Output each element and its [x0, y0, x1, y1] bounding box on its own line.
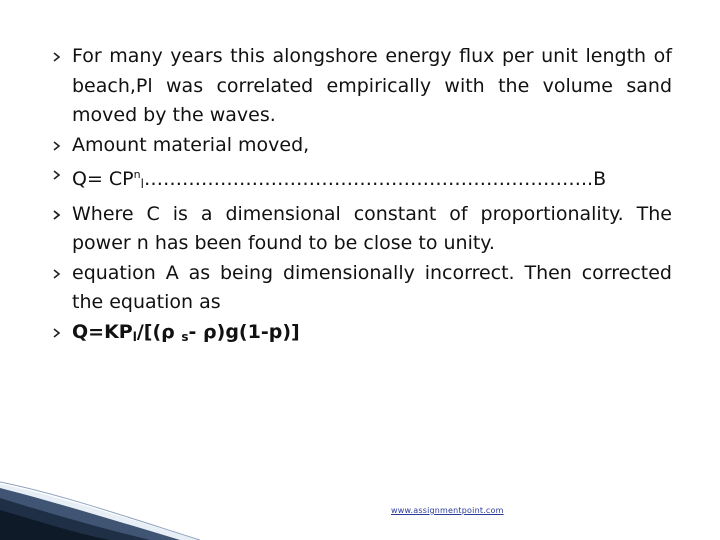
equation-corrected-subscript-l: l	[132, 329, 137, 344]
bullet-item	[52, 131, 672, 161]
bullet-item	[52, 318, 672, 353]
arrow-bullet-icon	[52, 131, 66, 161]
bullet-text: For many years this alongshore energy flux per unit length of beach,Pl was correlated empirically with the volume sand moved by the waves.	[72, 45, 672, 126]
arrow-bullet-icon	[52, 160, 66, 190]
equation-corrected-end: - ρ)g(1-p)]	[188, 320, 300, 343]
arrow-bullet-icon	[52, 42, 66, 72]
bullet-text: Amount material moved,	[72, 133, 310, 156]
equation-b	[72, 160, 672, 200]
equation-corrected-subscript-s: s	[181, 329, 189, 344]
bullet-text: Where C is a dimensional constant of proportionality. The power n has been found to be close to unity.	[72, 202, 672, 254]
bullet-text: equation A as being dimensionally incorrect. Then corrected the equation as	[72, 261, 672, 313]
equation-corrected	[72, 318, 672, 353]
arrow-bullet-icon	[52, 259, 66, 289]
equation-b-dots: ……………………………………………………………..	[143, 168, 594, 190]
equation-b-subscript: l	[140, 177, 144, 191]
equation-b-exponent: n	[133, 168, 141, 181]
footer-link[interactable]: www.assignmentpoint.com	[391, 506, 504, 515]
arrow-bullet-icon	[52, 200, 66, 230]
bullet-item	[52, 160, 672, 200]
equation-corrected-prefix: Q=KP	[72, 320, 133, 343]
corner-swoosh-decoration	[0, 450, 200, 540]
equation-corrected-middle: /[(ρ	[136, 320, 182, 343]
bullet-item	[52, 200, 672, 259]
equation-b-prefix: Q= CP	[72, 168, 134, 190]
bullet-list	[52, 42, 672, 352]
bullet-item	[52, 259, 672, 318]
bullet-item	[52, 42, 672, 131]
equation-b-label: B	[593, 168, 607, 190]
arrow-bullet-icon	[52, 318, 66, 348]
